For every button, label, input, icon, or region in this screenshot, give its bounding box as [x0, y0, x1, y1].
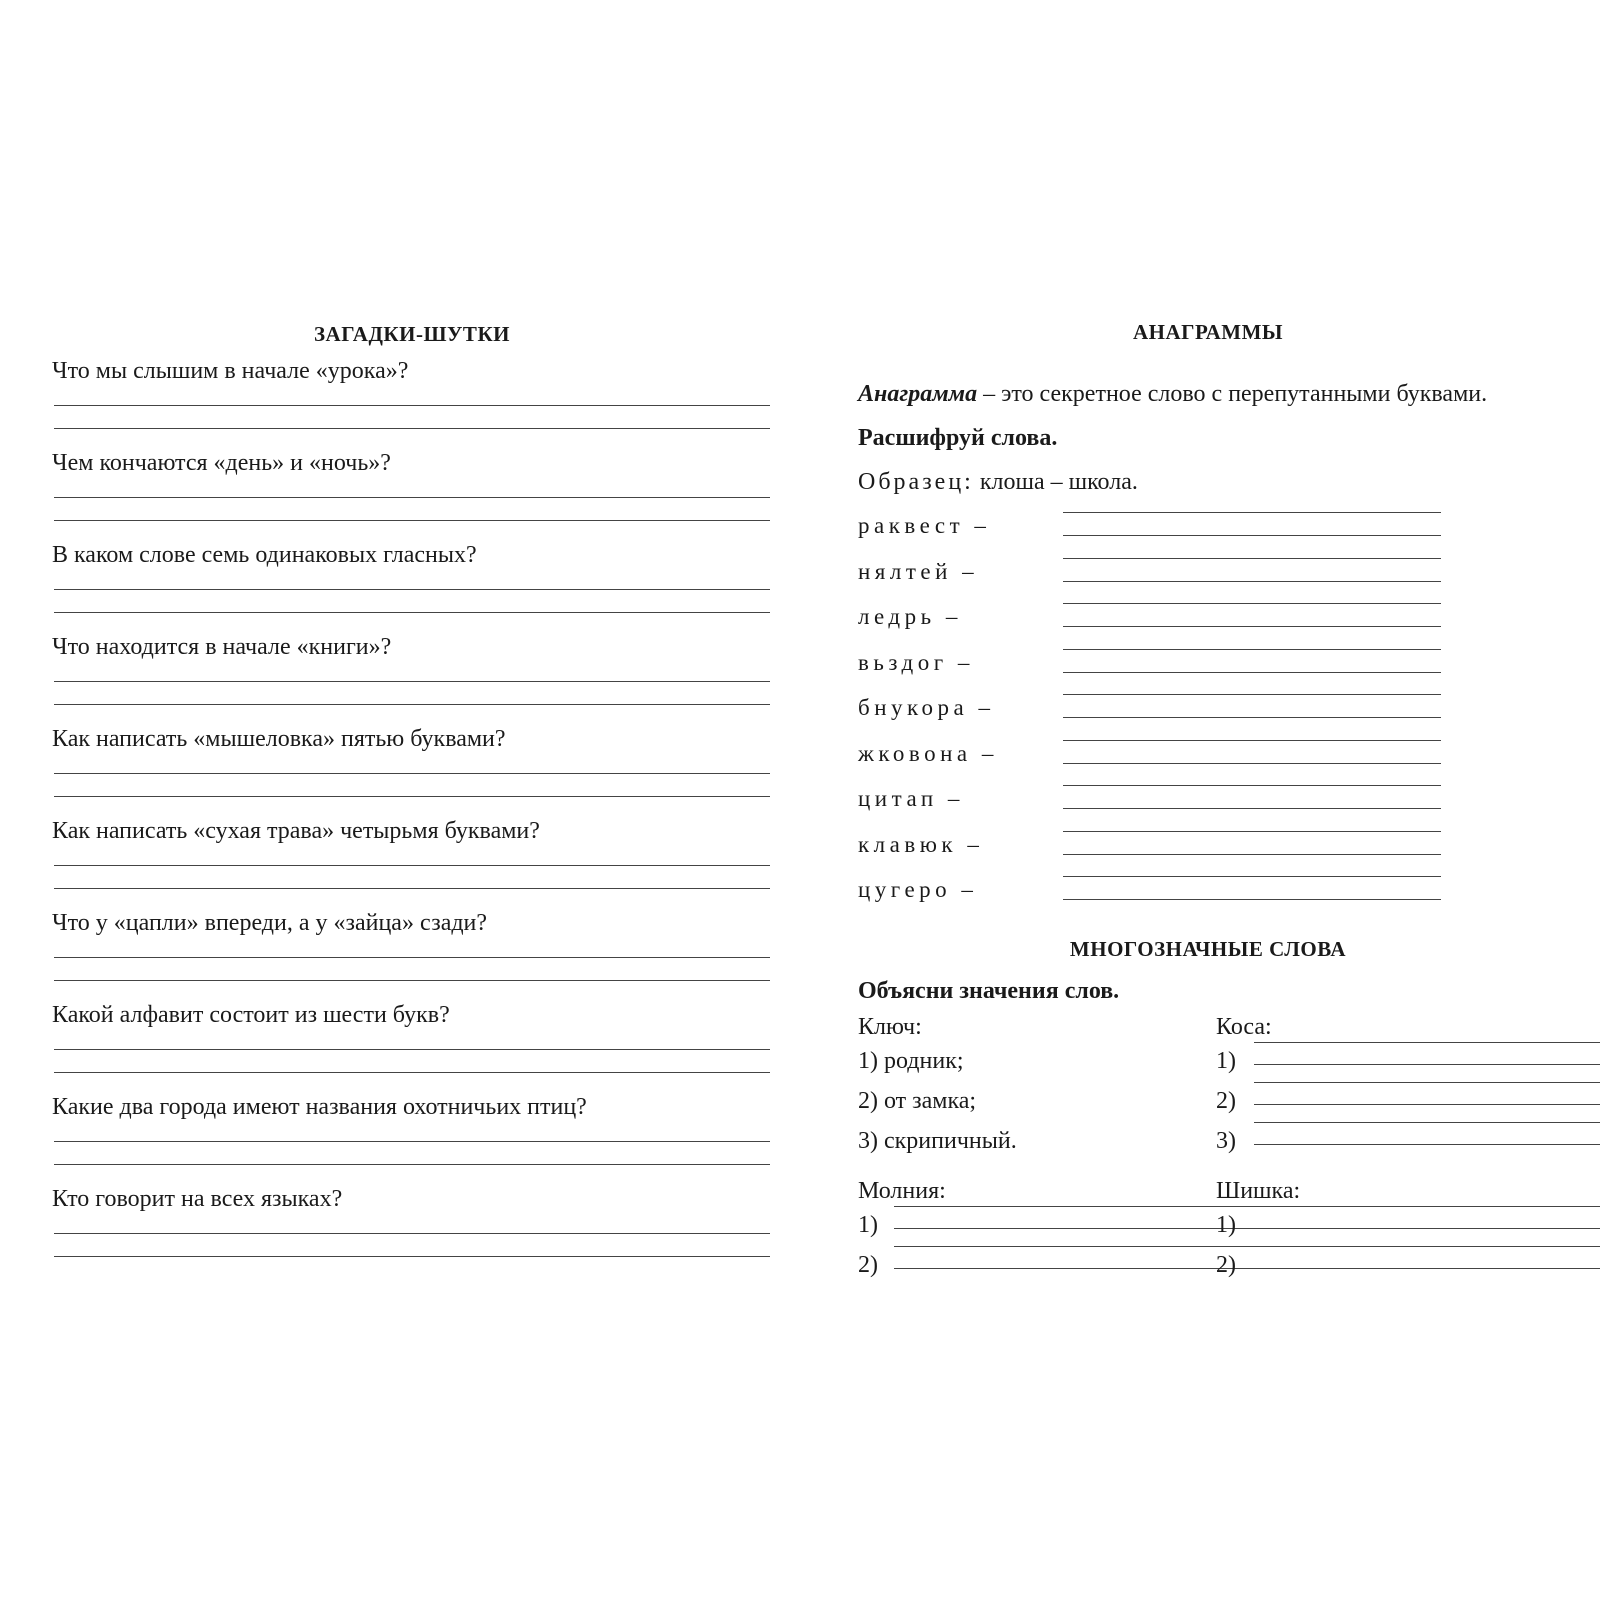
anagram-definition [858, 379, 1558, 409]
anagram-answer-line[interactable] [1063, 694, 1441, 695]
meaning-text: 3) скрипичный. [858, 1127, 1017, 1154]
anagram-row [858, 505, 1558, 551]
answer-line-1[interactable] [54, 1049, 770, 1050]
meaning-answer-line[interactable] [1254, 1144, 1600, 1145]
meaning-answer-line[interactable] [1254, 1246, 1600, 1247]
riddles-list [52, 357, 772, 1277]
anagram-word: цугеро – [858, 877, 978, 902]
riddle-question: Как написать «мышеловка» пятью буквами? [52, 726, 506, 752]
meaning-number: 2) [1216, 1087, 1236, 1114]
meaning-item [1216, 1206, 1556, 1246]
polysemy-title: МНОГОЗНАЧНЫЕ СЛОВА [1069, 936, 1347, 961]
answer-line-1[interactable] [54, 957, 770, 958]
meaning-text: 1) родник; [858, 1047, 964, 1074]
word-kosa: Коса: [1216, 1013, 1272, 1040]
anagram-sample [858, 467, 1558, 497]
riddle-item [52, 357, 772, 449]
riddles-title: ЗАГАДКИ-ШУТКИ [313, 322, 511, 346]
left-page [52, 300, 772, 1277]
answer-line-2[interactable] [54, 1256, 770, 1257]
riddle-item [52, 449, 772, 541]
polysemy-columns [858, 1012, 1558, 1332]
meaning-item [858, 1122, 1198, 1162]
anagram-task: Расшифруй слова. [858, 425, 1058, 451]
answer-line-1[interactable] [54, 589, 770, 590]
meaning-number: 1) [858, 1211, 878, 1238]
answer-line-1[interactable] [54, 865, 770, 866]
meaning-text: 2) от замка; [858, 1087, 977, 1114]
word-shishka: Шишка: [1216, 1177, 1301, 1204]
anagram-answer-line[interactable] [1063, 876, 1441, 877]
riddle-question: Как написать «сухая трава» четырьмя буквами? [52, 818, 540, 844]
anagram-answer-line[interactable] [1063, 763, 1441, 764]
anagrams-title: АНАГРАММЫ [1132, 320, 1284, 344]
meaning-item [1216, 1082, 1556, 1122]
answer-line-2[interactable] [54, 612, 770, 613]
anagram-answer-line[interactable] [1063, 603, 1441, 604]
riddle-item [52, 817, 772, 909]
anagram-word: вьздог – [858, 649, 974, 675]
anagram-answer-line[interactable] [1063, 831, 1441, 832]
meaning-item [858, 1042, 1198, 1082]
anagram-answer-line[interactable] [1063, 512, 1441, 513]
column-right [1216, 1012, 1556, 1286]
answer-line-2[interactable] [54, 888, 770, 889]
shishka-block [1216, 1176, 1556, 1286]
meaning-answer-line[interactable] [1254, 1122, 1600, 1123]
meaning-number: 3) [1216, 1127, 1236, 1154]
anagram-word: нялтей – [858, 558, 979, 584]
anagram-list [858, 505, 1558, 915]
meaning-item [1216, 1042, 1556, 1082]
molniya-block [858, 1176, 1198, 1286]
anagram-answer-line[interactable] [1063, 581, 1441, 582]
answer-line-2[interactable] [54, 980, 770, 981]
definition-text: – это секретное слово с перепутанными буквами. [977, 381, 1488, 407]
meaning-answer-line[interactable] [1254, 1064, 1600, 1065]
answer-line-1[interactable] [54, 405, 770, 406]
meaning-number: 1) [1216, 1211, 1236, 1238]
anagram-row [858, 824, 1558, 870]
polysemy-task: Объясни значения слов. [858, 977, 1120, 1004]
sample-label: Образец: [858, 469, 974, 495]
anagram-answer-line[interactable] [1063, 558, 1441, 559]
answer-line-2[interactable] [54, 704, 770, 705]
meaning-item [1216, 1122, 1556, 1162]
meaning-answer-line[interactable] [1254, 1082, 1600, 1083]
anagram-word: ледрь – [858, 604, 962, 629]
meaning-item [858, 1206, 1198, 1246]
anagram-row [858, 642, 1558, 688]
riddle-question: Что у «цапли» впереди, а у «зайца» сзади? [52, 910, 488, 936]
right-page [858, 300, 1558, 1332]
riddle-item [52, 909, 772, 1001]
anagram-row [858, 596, 1558, 642]
answer-line-2[interactable] [54, 796, 770, 797]
anagram-answer-line[interactable] [1063, 740, 1441, 741]
anagram-row [858, 778, 1558, 824]
word-molniya: Молния: [858, 1177, 946, 1204]
anagram-answer-line[interactable] [1063, 649, 1441, 650]
answer-line-1[interactable] [54, 773, 770, 774]
anagram-word: цитап – [858, 786, 964, 811]
anagram-answer-line[interactable] [1063, 535, 1441, 536]
answer-line-2[interactable] [54, 428, 770, 429]
meaning-answer-line[interactable] [1254, 1042, 1600, 1043]
meaning-number: 2) [858, 1251, 878, 1278]
column-left [858, 1012, 1198, 1286]
anagram-word: бнукора – [858, 695, 995, 720]
anagram-word: жковона – [858, 740, 998, 766]
answer-line-1[interactable] [54, 1141, 770, 1142]
anagram-row [858, 733, 1558, 779]
anagram-answer-line[interactable] [1063, 854, 1441, 855]
meaning-number: 1) [1216, 1047, 1236, 1074]
answer-line-2[interactable] [54, 1164, 770, 1165]
meaning-item [1216, 1246, 1556, 1286]
anagram-word: клавюк – [858, 831, 984, 857]
anagram-word: раквест – [858, 513, 991, 538]
anagram-answer-line[interactable] [1063, 785, 1441, 786]
anagram-answer-line[interactable] [1063, 899, 1441, 900]
meaning-item [858, 1246, 1198, 1286]
riddle-question: Кто говорит на всех языках? [52, 1186, 343, 1212]
answer-line-1[interactable] [54, 681, 770, 682]
word-kluch: Ключ: [858, 1013, 922, 1040]
anagram-row [858, 551, 1558, 597]
riddle-item [52, 1093, 772, 1185]
anagram-answer-line[interactable] [1063, 717, 1441, 718]
riddle-question: Какой алфавит состоит из шести букв? [52, 1002, 450, 1028]
riddle-question: В каком слове семь одинаковых гласных? [52, 542, 477, 568]
meaning-item [858, 1082, 1198, 1122]
riddle-question: Чем кончаются «день» и «ночь»? [52, 450, 391, 476]
meaning-answer-line[interactable] [1254, 1268, 1600, 1269]
meaning-answer-line[interactable] [1254, 1228, 1600, 1229]
anagram-row [858, 869, 1558, 915]
anagram-row [858, 687, 1558, 733]
definition-term: Анаграмма [858, 381, 978, 407]
answer-line-1[interactable] [54, 1233, 770, 1234]
riddle-question: Какие два города имеют названия охотничьих птиц? [52, 1094, 587, 1120]
meaning-number: 2) [1216, 1251, 1236, 1278]
riddle-item [52, 633, 772, 725]
meaning-answer-line[interactable] [1254, 1104, 1600, 1105]
riddle-item [52, 725, 772, 817]
riddle-item [52, 1001, 772, 1093]
meaning-answer-line[interactable] [1254, 1206, 1600, 1207]
riddle-item [52, 541, 772, 633]
answer-line-2[interactable] [54, 1072, 770, 1073]
sample-text: клоша – школа. [973, 469, 1138, 495]
answer-line-2[interactable] [54, 520, 770, 521]
answer-line-1[interactable] [54, 497, 770, 498]
riddle-question: Что мы слышим в начале «урока»? [52, 358, 409, 384]
riddle-item [52, 1185, 772, 1277]
riddle-question: Что находится в начале «книги»? [52, 634, 392, 660]
anagram-answer-line[interactable] [1063, 626, 1441, 627]
anagram-answer-line[interactable] [1063, 672, 1441, 673]
anagram-answer-line[interactable] [1063, 808, 1441, 809]
